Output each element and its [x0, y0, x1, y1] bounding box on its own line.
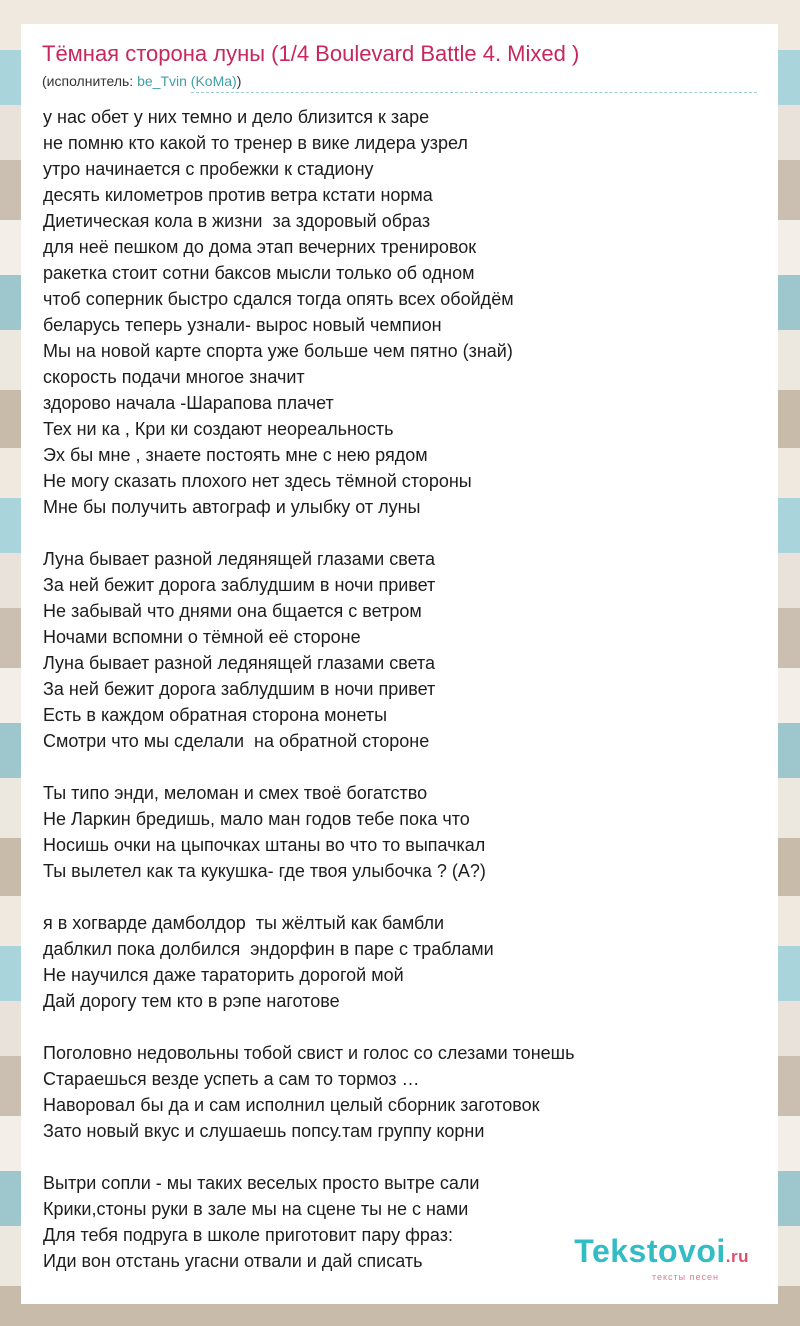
lyric-line: здорово начала -Шарапова плачет — [43, 393, 334, 413]
stanza-gap — [43, 1144, 763, 1170]
performer-prefix: (исполнитель: — [42, 73, 138, 89]
performer-line — [42, 73, 241, 89]
lyric-line: скорость подачи многое значит — [43, 367, 305, 387]
lyric-line: Мы на новой карте спорта уже больше чем пятно (знай) — [43, 341, 513, 361]
lyric-line: не помню кто какой то тренер в вике лидера узрел — [43, 133, 468, 153]
stanza-gap — [43, 754, 763, 780]
lyric-line: Луна бывает разной ледянящей глазами света — [43, 549, 436, 569]
lyric-line: Эх бы мне , знаете постоять мне с нею рядом — [43, 445, 428, 465]
lyric-line: Не забывай что днями она бщается с ветром — [43, 601, 422, 621]
lyric-line: Поголовно недовольны тобой свист и голос со слезами тонешь — [43, 1043, 575, 1063]
lyric-line: Мне бы получить автограф и улыбку от луны — [43, 497, 421, 517]
lyric-line: Для тебя подруга в школе приготовит пару фраз: — [43, 1225, 453, 1245]
lyric-line: За ней бежит дорога заблудшим в ночи привет — [43, 679, 436, 699]
lyric-line: Тех ни ка , Кри ки создают неореальность — [43, 419, 394, 439]
lyric-line: десять километров против ветра кстати норма — [43, 185, 433, 205]
lyric-line: Зато новый вкус и слушаешь попсу.там группу корни — [43, 1121, 485, 1141]
lyric-line: Ты типо энди, меломан и смех твоё богатство — [43, 783, 428, 803]
lyric-line: чтоб соперник быстро сдался тогда опять всех обойдём — [43, 289, 514, 309]
stanza-gap — [43, 1014, 763, 1040]
lyric-line: Не Ларкин бредишь, мало ман годов тебе пока что — [43, 809, 470, 829]
lyric-line: За ней бежит дорога заблудшим в ночи привет — [43, 575, 436, 595]
lyric-line: беларусь теперь узнали- вырос новый чемпион — [43, 315, 442, 335]
lyric-line: Диетическая кола в жизни за здоровый образ — [43, 211, 431, 231]
lyric-line: Наворовал бы да и сам исполнил целый сборник заготовок — [43, 1095, 540, 1115]
lyric-line: Луна бывает разной ледянящей глазами света — [43, 653, 436, 673]
lyric-line: у нас обет у них темно и дело близится к заре — [43, 107, 430, 127]
lyric-line: утро начинается с пробежки к стадиону — [43, 159, 374, 179]
logo-tld: .ru — [725, 1247, 749, 1266]
lyric-line: Не могу сказать плохого нет здесь тёмной стороны — [43, 471, 472, 491]
lyric-line: для неё пешком до дома этап вечерних тренировок — [43, 237, 477, 257]
lyric-line: Не научился даже тараторить дорогой мой — [43, 965, 404, 985]
performer-suffix: ) — [236, 73, 242, 89]
logo-main-text: Tekstovoi — [574, 1233, 726, 1269]
lyric-line: Дай дорогу тем кто в рэпе наготове — [43, 991, 340, 1011]
lyric-line: даблкил пока долбился эндорфин в паре с траблами — [43, 939, 494, 959]
site-logo[interactable] — [574, 1234, 749, 1282]
lyric-line: ракетка стоит сотни баксов мысли только об одном — [43, 263, 475, 283]
title-divider — [191, 92, 757, 93]
lyric-line: Ты вылетел как та кукушка- где твоя улыбочка ? (А?) — [43, 861, 486, 881]
lyric-line: Стараешься везде успеть а сам то тормоз … — [43, 1069, 420, 1089]
performer-link[interactable]: be_Tvin (KoMa) — [137, 73, 237, 89]
lyric-line: я в хогварде дамболдор ты жёлтый как бамбли — [43, 913, 445, 933]
lyrics-text — [43, 104, 763, 1274]
logo-tagline: тексты песен — [651, 1272, 719, 1282]
lyric-line: Иди вон отстань угасни отвали и дай списать — [43, 1251, 423, 1271]
lyric-line: Ночами вспомни о тёмной её стороне — [43, 627, 361, 647]
stanza-gap — [43, 884, 763, 910]
lyric-line: Крики,стоны руки в зале мы на сцене ты не с нами — [43, 1199, 469, 1219]
lyrics-card — [21, 24, 778, 1304]
song-title: Тёмная сторона луны (1/4 Boulevard Battle 4. Mixed ) — [42, 41, 580, 66]
lyric-line: Носишь очки на цыпочках штаны во что то выпачкал — [43, 835, 486, 855]
lyric-line: Есть в каждом обратная сторона монеты — [43, 705, 388, 725]
lyric-line: Вытри сопли - мы таких веселых просто вытре сали — [43, 1173, 480, 1193]
lyric-line: Смотри что мы сделали на обратной стороне — [43, 731, 430, 751]
stanza-gap — [43, 520, 763, 546]
